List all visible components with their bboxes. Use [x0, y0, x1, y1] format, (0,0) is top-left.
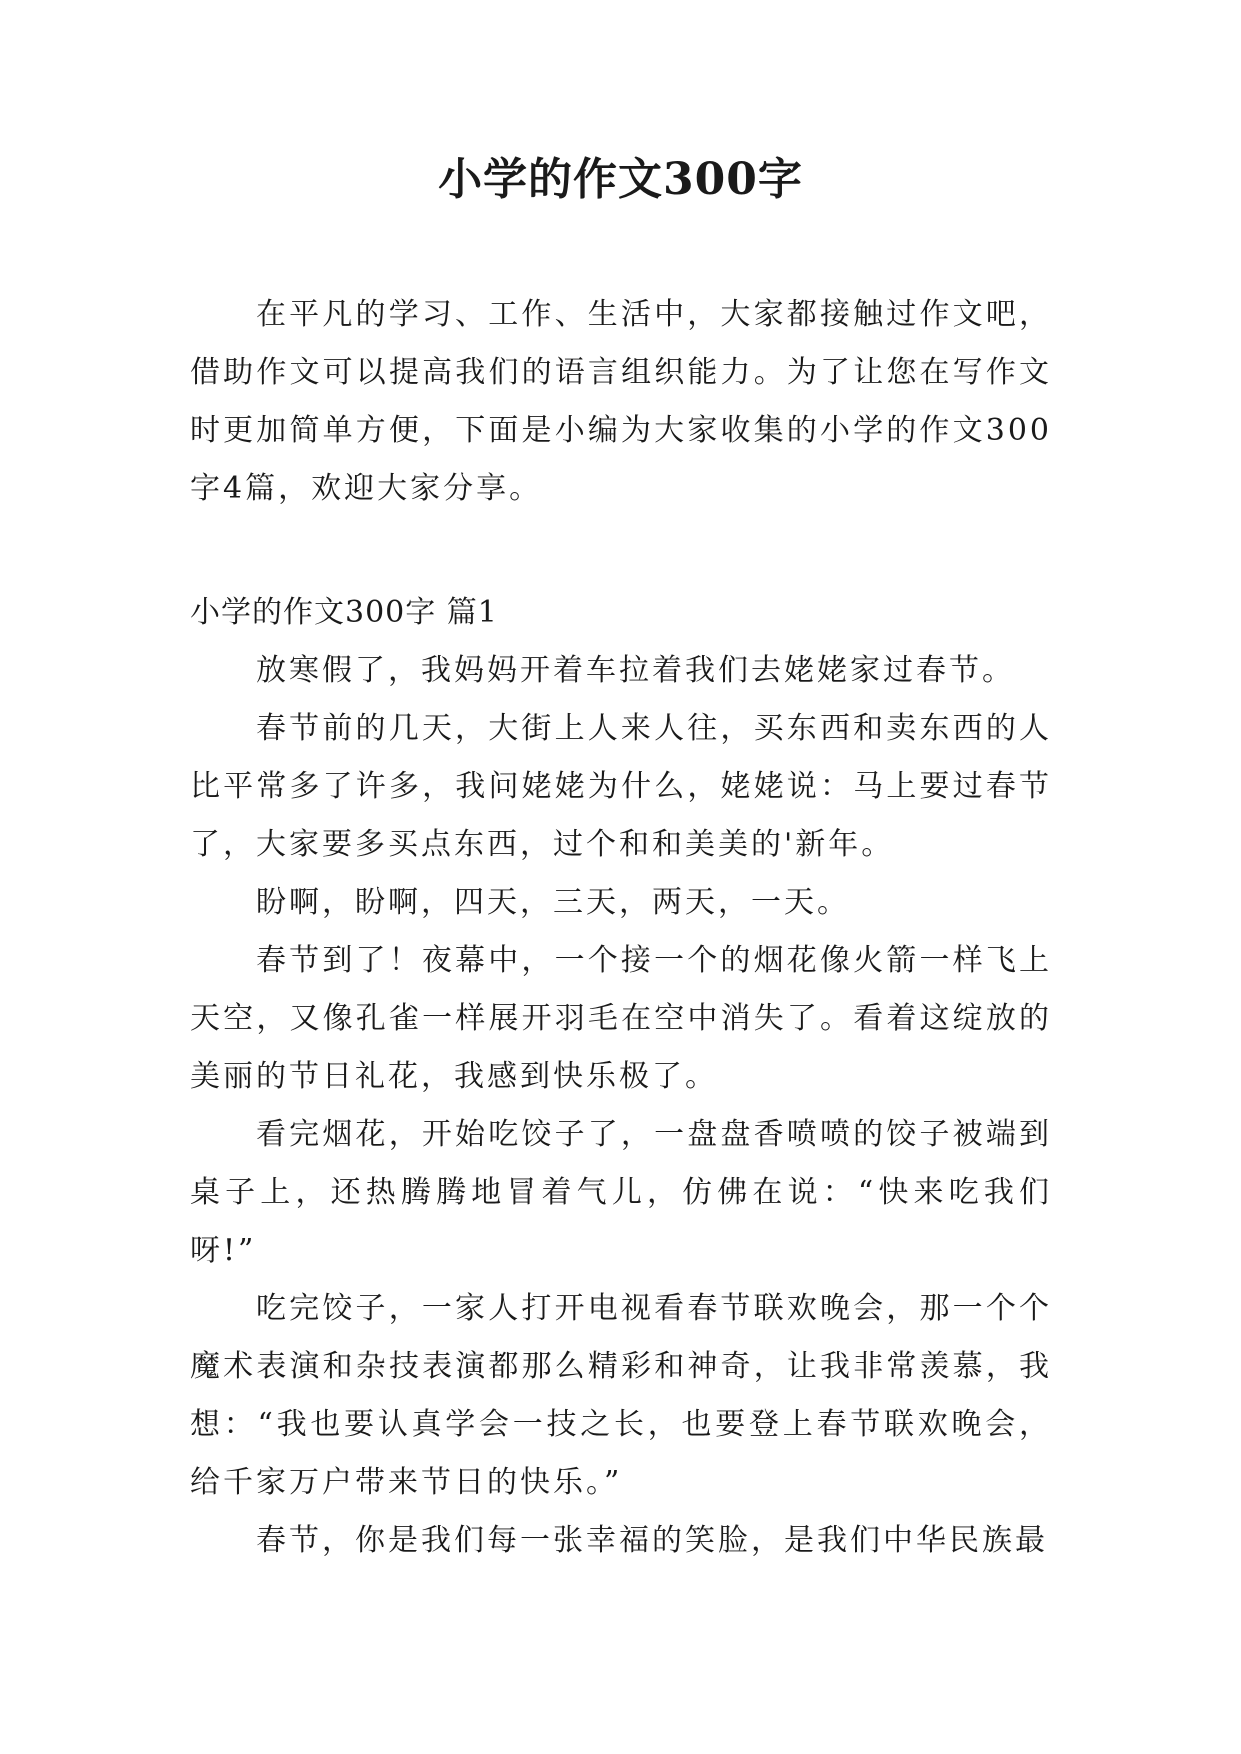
- essay-section: [190, 584, 1052, 1570]
- essay-paragraph: 春节到了！夜幕中，一个接一个的烟花像火箭一样飞上天空，又像孔雀一样展开羽毛在空中消失了。看着这绽放的美丽的节日礼花，我感到快乐极了。: [190, 943, 1052, 1094]
- essay-paragraph: 春节前的几天，大街上人来人往，买东西和卖东西的人比平常多了许多，我问姥姥为什么，姥姥说：马上要过春节了，大家要多买点东西，过个和和美美的'新年。: [190, 711, 1052, 862]
- essay-paragraph: 吃完饺子，一家人打开电视看春节联欢晚会，那一个个魔术表演和杂技表演都那么精彩和神奇，让我非常羡慕，我想：“我也要认真学会一技之长，也要登上春节联欢晚会，给千家万户带来节日的快乐。”: [190, 1291, 1052, 1500]
- essay-paragraph: 看完烟花，开始吃饺子了，一盘盘香喷喷的饺子被端到桌子上，还热腾腾地冒着气儿，仿佛在说：“快来吃我们呀!”: [190, 1117, 1052, 1268]
- intro-block: [190, 286, 1052, 518]
- essay-paragraph: 盼啊，盼啊，四天，三天，两天，一天。: [256, 885, 850, 920]
- essay-paragraph: 春节，你是我们每一张幸福的笑脸，是我们中华民族最: [256, 1523, 1048, 1558]
- essay-paragraph: 放寒假了，我妈妈开着车拉着我们去姥姥家过春节。: [256, 653, 1015, 688]
- intro-paragraph: 在平凡的学习、工作、生活中，大家都接触过作文吧，借助作文可以提高我们的语言组织能力。为了让您在写作文时更加简单方便，下面是小编为大家收集的小学的作文300字4篇，欢迎大家分享。: [190, 297, 1052, 506]
- document-title: 小学的作文300字: [438, 154, 803, 205]
- section-heading: 小学的作文300字 篇1: [190, 595, 498, 630]
